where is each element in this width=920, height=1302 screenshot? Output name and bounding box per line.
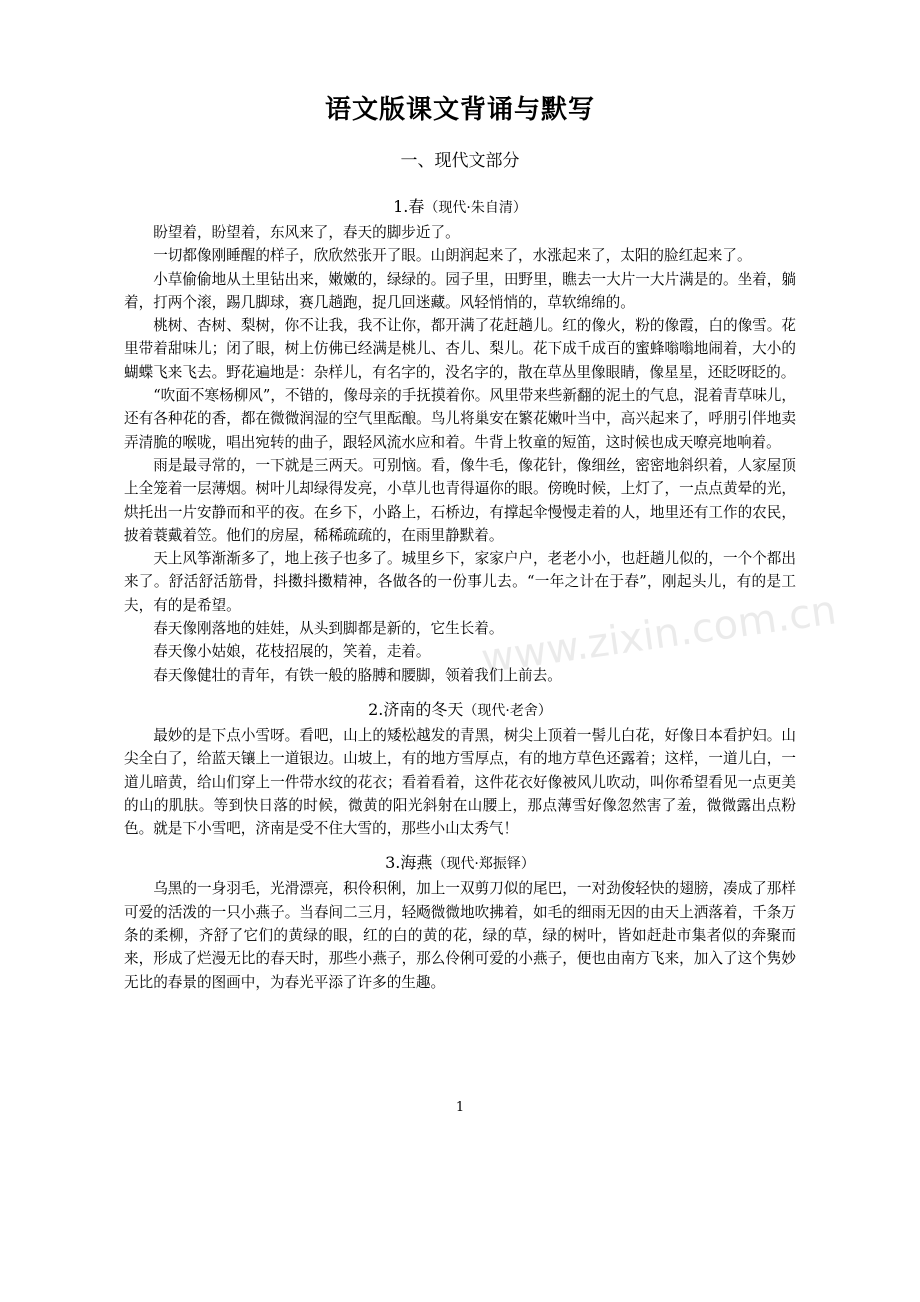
page-number: 1 bbox=[455, 1100, 465, 1115]
article-spring bbox=[124, 194, 796, 687]
article-jinan-winter bbox=[124, 697, 796, 840]
paragraph: 春天像健壮的青年，有铁一般的胳膊和腰脚，领着我们上前去。 bbox=[153, 666, 562, 684]
paragraph: 桃树、杏树、梨树，你不让我，我不让你，都开满了花赶趟儿。红的像火，粉的像霞，白的像雪。花里带着甜味儿；闭了眼，树上仿佛已经满是桃儿、杏儿、梨儿。花下成千成百的蜜蜂嗡嗡地闹着，大小的蝴蝶飞来飞去。野花遍地是：杂样儿，有名字的，没名字的，散在草丛里像眼睛，像星星，还眨呀眨的。 bbox=[124, 317, 796, 381]
paragraph: 小草偷偷地从土里钻出来，嫩嫩的，绿绿的。园子里，田野里，瞧去一大片一大片满是的。坐着，躺着，打两个滚，踢几脚球，赛几趟跑，捉几回迷藏。风轻悄悄的，草软绵绵的。 bbox=[124, 270, 796, 311]
article-heading bbox=[124, 850, 796, 877]
article-title: 1.春 bbox=[393, 197, 425, 216]
document-title: 语文版课文背诵与默写 bbox=[324, 95, 595, 125]
paragraph: 盼望着，盼望着，东风来了，春天的脚步近了。 bbox=[153, 224, 460, 241]
article-heading bbox=[124, 697, 796, 724]
article-title: 2.济南的冬天 bbox=[368, 699, 464, 719]
paragraph: 乌黑的一身羽毛，光滑漂亮，积伶积俐，加上一双剪刀似的尾巴，一对劲俊轻快的翅膀，凑成了那样可爱的活泼的一只小燕子。当春间二三月，轻飏微微地吹拂着，如毛的细雨无因的由天上洒落着，千条万条的柔柳，齐舒了它们的黄绿的眼，红的白的黄的花，绿的草，绿的树叶，皆如赶赴市集者似的奔聚而来，形成了烂漫无比的春天时，那些小燕子，那么伶俐可爱的小燕子，便也由南方飞来，加入了这个隽妙无比的春景的图画中，为春光平添了许多的生趣。 bbox=[124, 880, 796, 991]
article-author: （现代·郑振铎） bbox=[432, 856, 535, 873]
article-petrel bbox=[124, 850, 796, 993]
paragraph: 春天像刚落地的娃娃，从头到脚都是新的，它生长着。 bbox=[153, 620, 504, 638]
article-author: （现代·老舍） bbox=[463, 702, 552, 719]
section-title: 一、现代文部分 bbox=[400, 151, 520, 171]
watermark: www.zixin.com.cn bbox=[478, 587, 840, 683]
document-body bbox=[124, 194, 796, 1004]
paragraph: 春天像小姑娘，花枝招展的，笑着，走着。 bbox=[153, 643, 431, 661]
paragraph: 雨是最寻常的，一下就是三两天。可别恼。看，像牛毛，像花针，像细丝，密密地斜织着，人家屋顶上全笼着一层薄烟。树叶儿却绿得发亮，小草儿也青得逼你的眼。傍晚时候，上灯了，一点点黄晕的光，烘托出一片安静而和平的夜。在乡下，小路上，石桥边，有撑起伞慢慢走着的人，地里还有工作的农民，披着蓑戴着笠。他们的房屋，稀稀疏疏的，在雨里静默着。 bbox=[124, 456, 796, 544]
paragraph: “吹面不寒杨柳风”，不错的，像母亲的手抚摸着你。风里带来些新翻的泥土的气息，混着青草味儿，还有各种花的香，都在微微润湿的空气里酝酿。鸟儿将巢安在繁花嫩叶当中，高兴起来了，呼朋引伴地卖弄清脆的喉咙，唱出宛转的曲子，跟轻风流水应和着。牛背上牧童的短笛，这时候也成天嘹亮地响着。 bbox=[124, 387, 796, 451]
paragraph: 最妙的是下点小雪呀。看吧，山上的矮松越发的青黑，树尖上顶着一髻儿白花，好像日本看护妇。山尖全白了，给蓝天镶上一道银边。山坡上，有的地方雪厚点，有的地方草色还露着；这样，一道儿白，一道儿暗黄，给山们穿上一件带水纹的花衣；看着看着，这件花衣好像被风儿吹动，叫你希望看见一点更美的山的肌肤。等到快日落的时候，微黄的阳光斜射在山腰上，那点薄雪好像忽然害了羞，微微露出点粉色。就是下小雪吧，济南是受不住大雪的，那些小山太秀气！ bbox=[124, 726, 796, 838]
article-heading bbox=[124, 194, 796, 221]
paragraph: 天上风筝渐渐多了，地上孩子也多了。城里乡下，家家户户，老老小小，也赶趟儿似的，一个个都出来了。舒活舒活筋骨，抖擞抖擞精神，各做各的一份事儿去。“一年之计在于春”，刚起头儿，有的是工夫，有的是希望。 bbox=[124, 550, 796, 614]
paragraph: 一切都像刚睡醒的样子，欣欣然张开了眼。山朗润起来了，水涨起来了，太阳的脸红起来了。 bbox=[153, 247, 752, 265]
article-author: （现代·朱自清） bbox=[424, 200, 527, 216]
article-title: 3.海燕 bbox=[385, 853, 433, 873]
